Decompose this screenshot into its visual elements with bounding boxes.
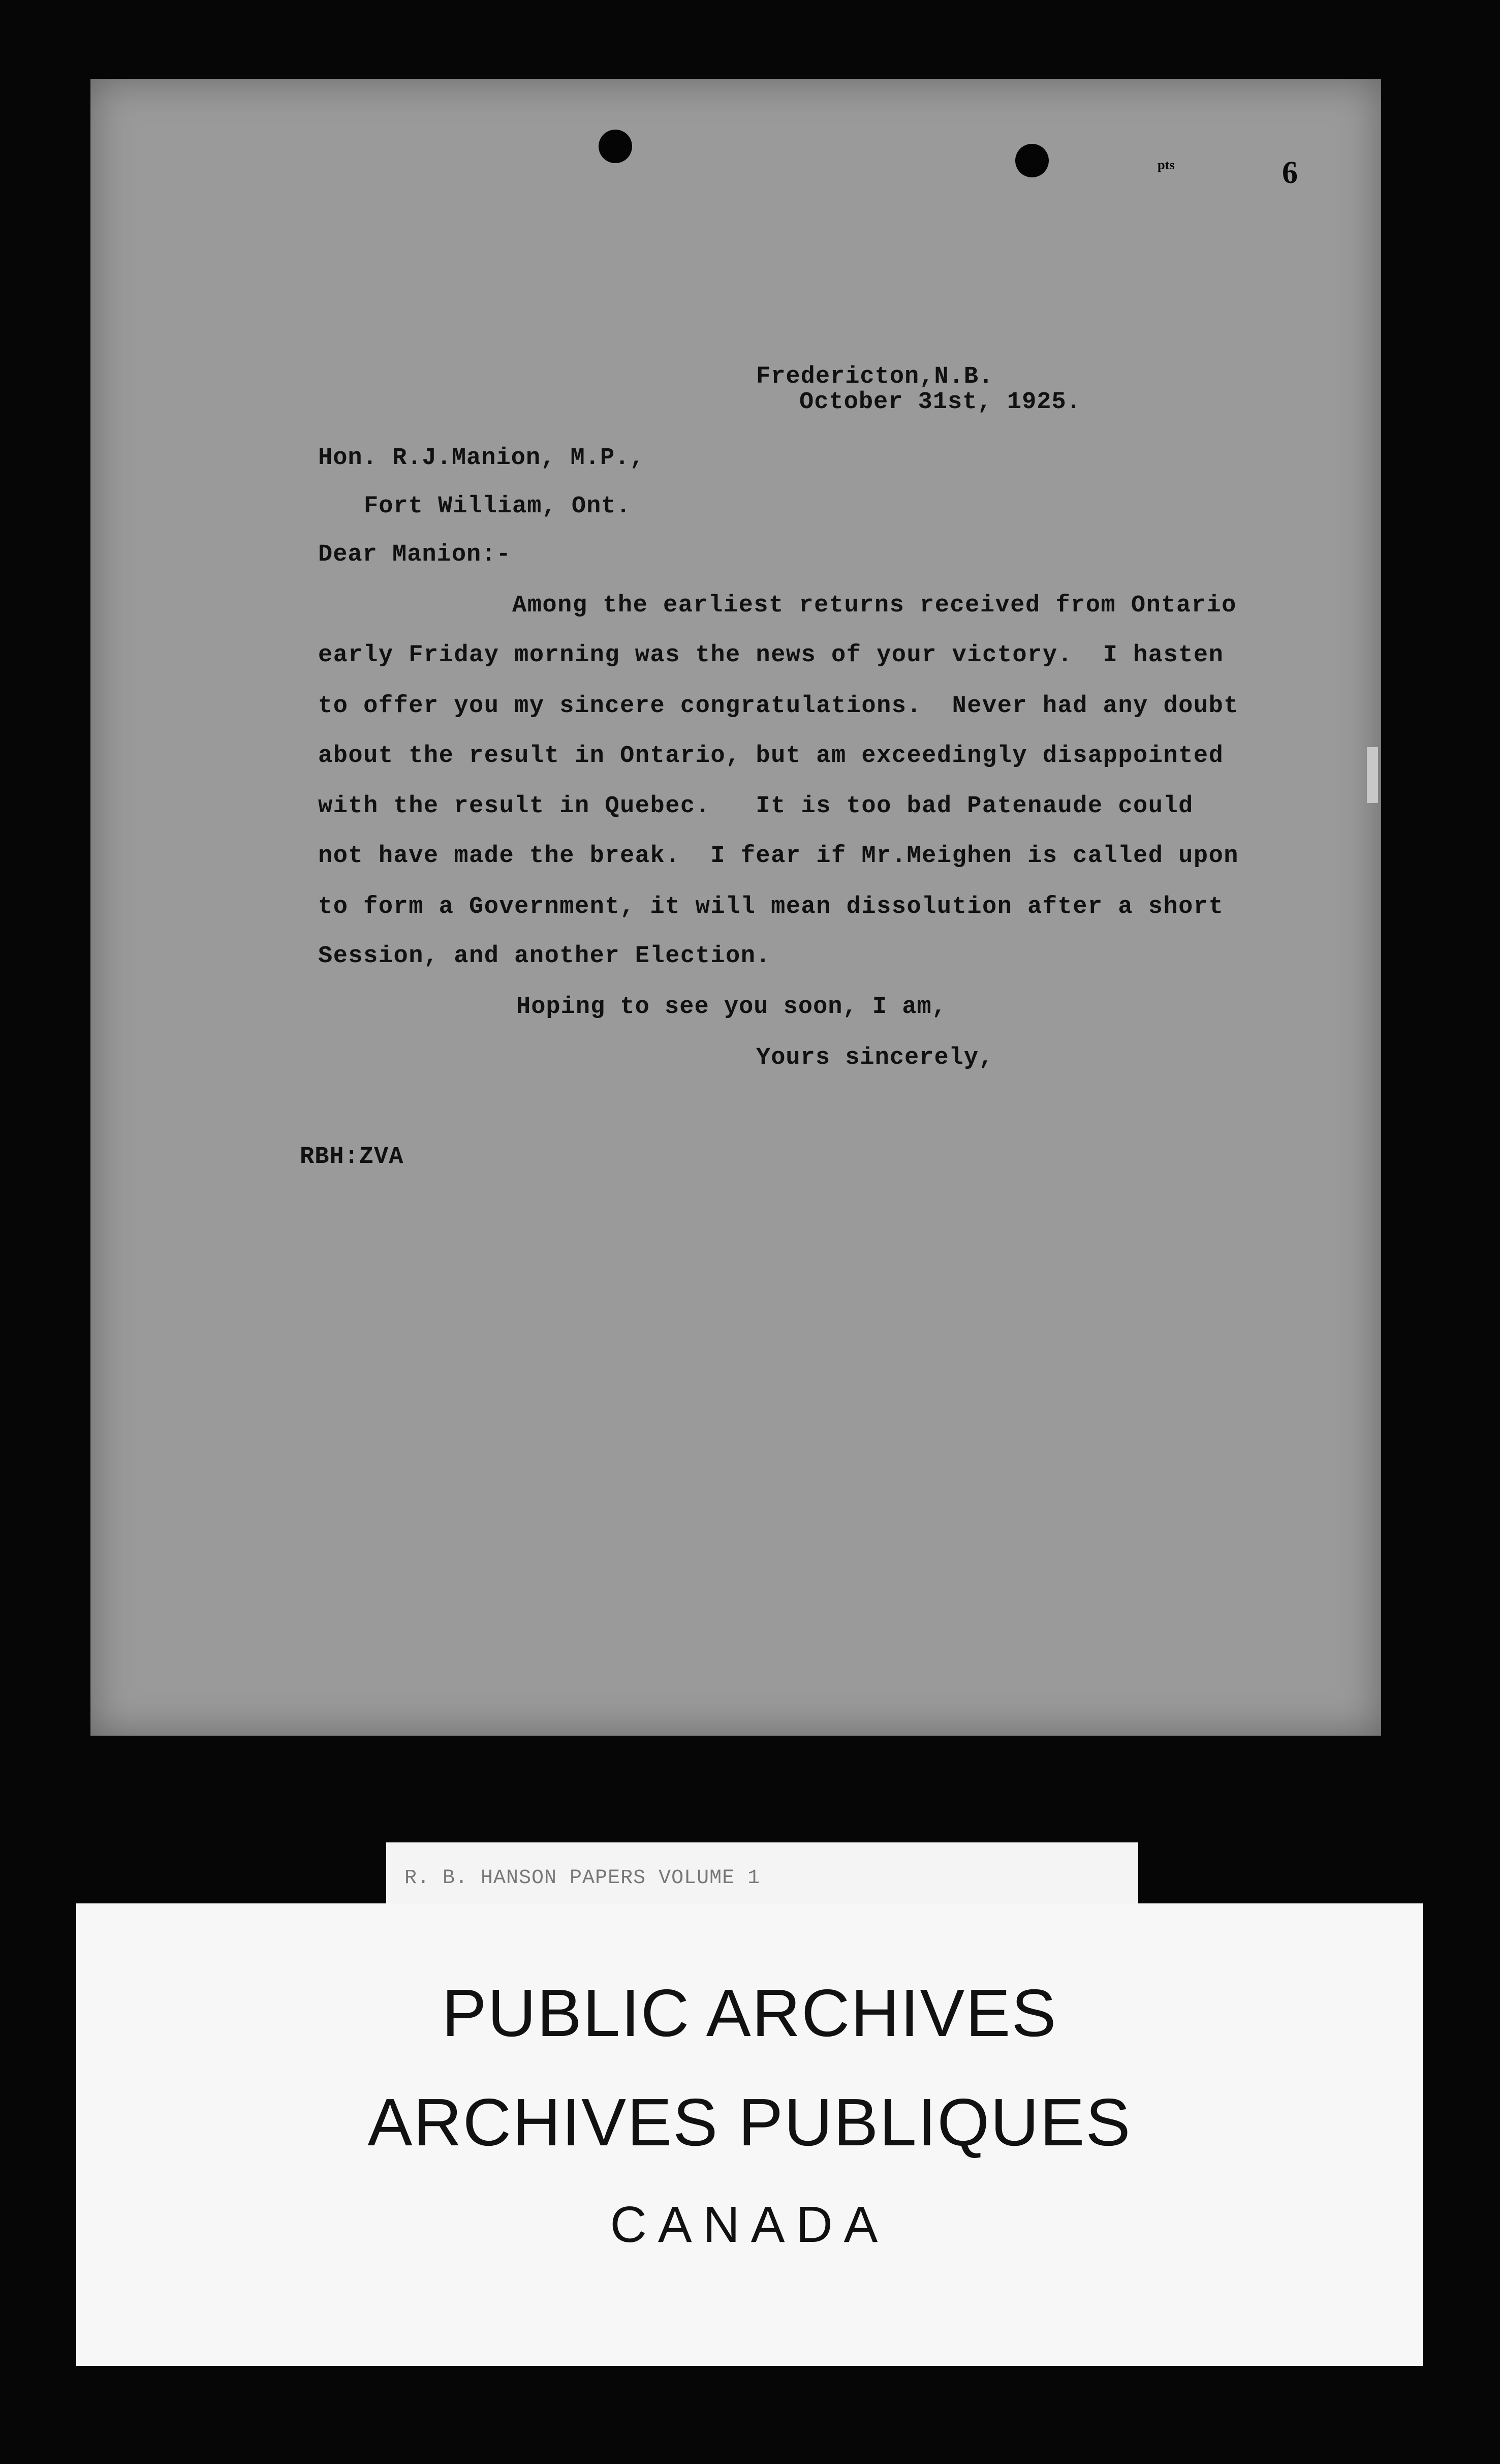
page-edge-tab — [1367, 747, 1378, 803]
body-line: Among the earliest returns received from Ontario — [512, 592, 1237, 619]
body-line: Session, and another Election. — [318, 943, 771, 970]
body-line: with the result in Quebec. It is too bad Patenaude could — [318, 793, 1194, 820]
folio-mark: ᵖᵗˢ — [1158, 156, 1175, 180]
letter-place: Fredericton,N.B. — [756, 363, 994, 390]
valediction: Yours sincerely, — [756, 1044, 994, 1071]
recipient-location: Fort William, Ont. — [364, 493, 631, 520]
body-line: not have made the break. I fear if Mr.Meighen is called upon — [318, 843, 1239, 870]
folio-number: 6 — [1282, 156, 1298, 190]
body-line: to form a Government, it will mean dissolution after a short — [318, 894, 1224, 920]
reference-initials: RBH:ZVA — [300, 1144, 404, 1171]
collection-label-text: R. B. HANSON PAPERS VOLUME 1 — [404, 1867, 761, 1890]
salutation: Dear Manion:- — [318, 541, 511, 568]
archive-line-country: CANADA — [610, 2196, 889, 2253]
archive-line-french: ARCHIVES PUBLIQUES — [367, 2085, 1132, 2160]
archive-line-english: PUBLIC ARCHIVES — [442, 1976, 1057, 2050]
punch-hole-left — [599, 130, 632, 163]
body-line: to offer you my sincere congratulations. Never had any doubt — [318, 693, 1239, 720]
recipient-name: Hon. R.J.Manion, M.P., — [318, 445, 645, 472]
body-line: early Friday morning was the news of your victory. I hasten — [318, 642, 1224, 669]
archive-card — [76, 1903, 1423, 2366]
punch-hole-right — [1015, 144, 1049, 177]
collection-label — [386, 1842, 1138, 1914]
closing-line: Hoping to see you soon, I am, — [516, 994, 947, 1021]
body-line: about the result in Ontario, but am exceedingly disappointed — [318, 743, 1224, 769]
letter-page — [90, 79, 1381, 1736]
letter-date: October 31st, 1925. — [799, 389, 1081, 416]
